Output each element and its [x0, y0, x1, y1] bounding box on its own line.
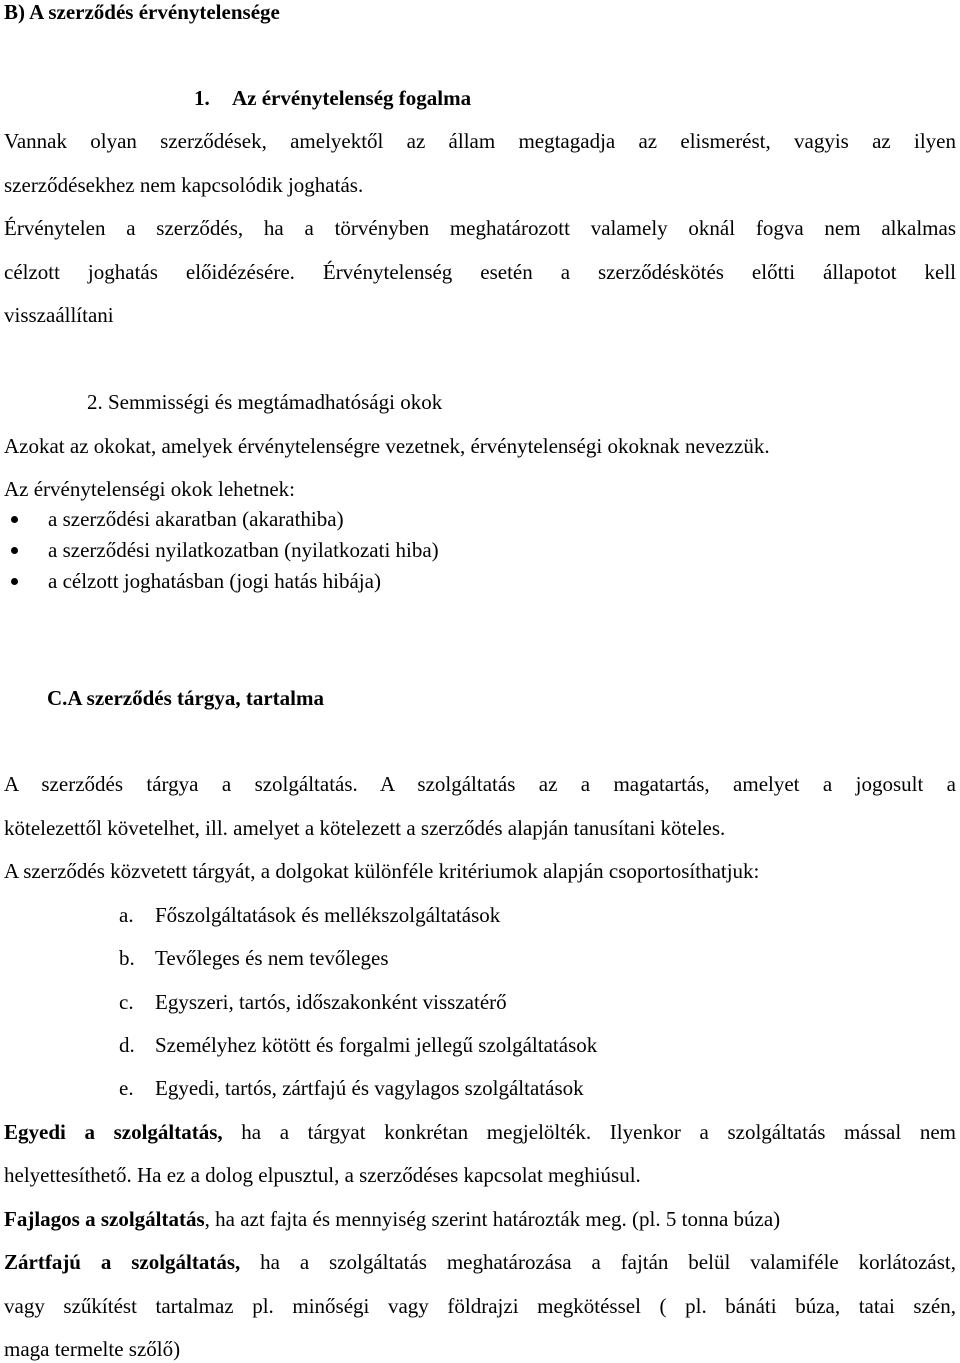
definition-text: , ha azt fajta és mennyiség szerint határozták meg. (pl. 5 tonna búza) [204, 1207, 781, 1231]
bullet-icon [11, 578, 18, 585]
list-item: a szerződési nyilatkozatban (nyilatkozati hiba) [48, 538, 439, 562]
list-item: Személyhez kötött és forgalmi jellegű szolgáltatások [155, 1033, 598, 1057]
bullet-icon [11, 547, 18, 554]
paragraph-line: célzott joghatás előidézésére. Érvénytelenség esetén a szerződéskötés előtti állapotot kell [4, 260, 956, 284]
subsection-number: 1. [194, 86, 210, 110]
paragraph-line: szerződésekhez nem kapcsolódik joghatás. [4, 173, 364, 197]
definition-line [4, 1122, 956, 1143]
list-item: a célzott joghatásban (jogi hatás hibája) [48, 569, 381, 593]
paragraph-line: Vannak olyan szerződések, amelyektől az állam megtagadja az elismerést, vagyis az ilyen [4, 129, 956, 153]
list-marker: d. [119, 1033, 135, 1057]
paragraph-line: Az érvénytelenségi okok lehetnek: [4, 477, 295, 501]
list-marker: a. [119, 903, 134, 927]
list-marker: b. [119, 946, 135, 970]
definition-line [4, 1209, 780, 1230]
definition-line: maga termelte szőlő) [4, 1337, 181, 1361]
paragraph-line: kötelezettől követelhet, ill. amelyet a kötelezett a szerződés alapján tanusítani köteles. [4, 816, 726, 840]
list-item: Egyedi, tartós, zártfajú és vagylagos szolgáltatások [155, 1076, 584, 1100]
list-item: a szerződési akaratban (akarathiba) [48, 507, 344, 531]
subsection-title: Az érvénytelenség fogalma [232, 86, 472, 110]
definition-text: ha a tárgyat konkrétan megjelölték. Ilyenkor a szolgáltatás mással nem [222, 1120, 956, 1144]
paragraph-line: A szerződés tárgya a szolgáltatás. A szolgáltatás az a magatartás, amelyet a jogosult a [4, 772, 956, 796]
subsection-title: 2. Semmisségi és megtámadhatósági okok [87, 390, 443, 414]
definition-line: vagy szűkítést tartalmaz pl. minőségi vagy földrajzi megkötéssel ( pl. bánáti búza, tatai szén, [4, 1294, 956, 1318]
paragraph-line: A szerződés közvetett tárgyát, a dolgokat különféle kritériumok alapján csoportosíthatjuk: [4, 859, 760, 883]
list-marker: e. [119, 1076, 134, 1100]
bullet-icon [11, 516, 18, 523]
section-heading: B) A szerződés érvénytelensége [4, 0, 280, 24]
list-item: Tevőleges és nem tevőleges [155, 946, 389, 970]
definition-term: Zártfajú a szolgáltatás, [4, 1250, 241, 1274]
definition-line [4, 1252, 956, 1273]
section-heading: C.A szerződés tárgya, tartalma [47, 686, 324, 710]
list-item: Egyszeri, tartós, időszakonként visszatérő [155, 990, 507, 1014]
paragraph-line: visszaállítani [4, 303, 114, 327]
paragraph-line: Érvénytelen a szerződés, ha a törvényben meghatározott valamely oknál fogva nem alkalmas [4, 216, 956, 240]
list-marker: c. [119, 990, 134, 1014]
definition-term: Egyedi a szolgáltatás, [4, 1120, 223, 1144]
definition-text: ha a szolgáltatás meghatározása a fajtán belül valamiféle korlátozást, [240, 1250, 956, 1274]
definition-term: Fajlagos a szolgáltatás [4, 1207, 205, 1231]
definition-line: helyettesíthető. Ha ez a dolog elpusztul, a szerződéses kapcsolat meghiúsul. [4, 1163, 641, 1187]
list-item: Főszolgáltatások és mellékszolgáltatások [155, 903, 501, 927]
paragraph-line: Azokat az okokat, amelyek érvénytelenségre vezetnek, érvénytelenségi okoknak nevezzük. [4, 434, 770, 458]
